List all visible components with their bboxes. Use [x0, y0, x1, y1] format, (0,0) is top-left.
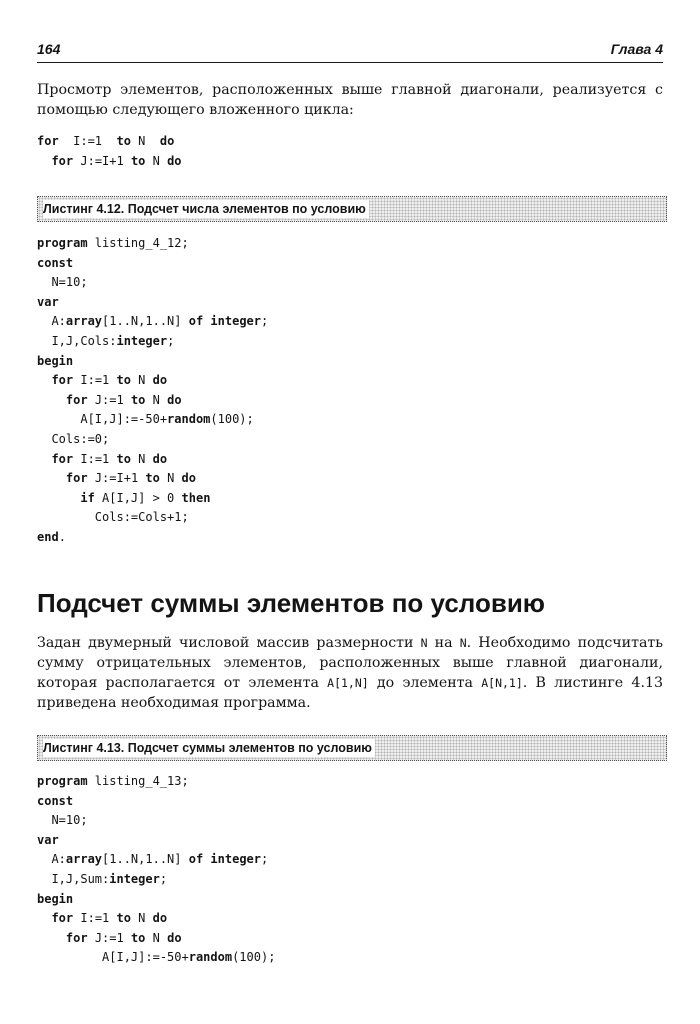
code-text: [37, 471, 66, 485]
code-keyword: to: [116, 911, 131, 926]
listing-4-13-title: Листинг 4.13. Подсчет суммы элементов по условию: [43, 739, 375, 757]
intro-paragraph: Просмотр элементов, расположенных выше главной диагонали, реализуется с помощью следующего вложенного цикла:: [37, 82, 663, 118]
code-text: [1..N,1..N]: [102, 852, 189, 867]
code-keyword: begin: [37, 353, 74, 368]
code-keyword: do: [152, 451, 168, 466]
code-text: (100);: [232, 950, 276, 965]
code-line: [37, 312, 663, 332]
code-text: [37, 154, 51, 168]
code-keyword: to: [130, 392, 146, 407]
code-line: [37, 929, 663, 949]
code-text: A[I,J]:=-50+: [37, 412, 168, 427]
code-text: [37, 491, 80, 505]
code-text: J:=1: [87, 392, 131, 407]
code-keyword: if: [80, 490, 95, 505]
code-text: [37, 931, 66, 945]
code-text: A:: [37, 314, 66, 329]
code-text: .: [58, 529, 66, 544]
code-keyword: to: [130, 153, 146, 168]
code-text: ;: [159, 871, 168, 886]
code-line: [37, 508, 663, 528]
code-keyword: for: [65, 392, 88, 407]
code-keyword: array: [65, 314, 103, 329]
code-keyword: for: [65, 471, 88, 486]
code-keyword: do: [159, 134, 175, 148]
code-line: [37, 152, 663, 172]
code-keyword: program: [37, 236, 88, 250]
code-line: [37, 890, 663, 910]
code-keyword: begin: [37, 891, 74, 906]
code-line: [37, 909, 663, 929]
code-line: [37, 391, 663, 411]
code-keyword: end: [37, 529, 59, 544]
code-text: ;: [261, 314, 269, 329]
code-text: I:=1: [73, 373, 117, 388]
code-text: Cols:=Cols+1;: [37, 510, 189, 525]
code-line: [37, 469, 663, 489]
code-text: N=10;: [37, 813, 88, 828]
code-text: I:=1: [58, 134, 117, 148]
code-keyword: to: [116, 134, 131, 148]
code-line: [37, 293, 663, 313]
code-line: [37, 450, 663, 470]
section-text-part: . В листинге 4.13 приведена необходимая программа.: [37, 675, 664, 711]
listing-4-13-title-bar: [37, 735, 667, 761]
code-line: [37, 410, 663, 430]
code-keyword: do: [167, 153, 182, 168]
code-keyword: for: [51, 911, 74, 926]
code-keyword: to: [145, 471, 160, 486]
code-keyword: random: [167, 412, 211, 427]
code-keyword: const: [37, 255, 74, 270]
code-line: [37, 430, 663, 450]
code-text: [37, 373, 51, 387]
code-text: N: [130, 451, 153, 466]
code-line: [37, 234, 663, 254]
code-keyword: do: [152, 373, 168, 388]
code-keyword: integer: [210, 852, 261, 867]
page-header: [37, 38, 663, 63]
inline-code-an1: A[N,1]: [481, 676, 523, 690]
inline-code-n: N: [420, 636, 428, 650]
code-text: N: [145, 153, 168, 168]
code-keyword: do: [181, 471, 196, 486]
intro-code-block: [37, 132, 663, 171]
code-line: [37, 254, 663, 274]
code-text: ;: [261, 852, 269, 867]
code-line: [37, 352, 663, 372]
code-text: N: [130, 134, 160, 148]
code-text: N: [130, 911, 153, 926]
section-text-part: на: [427, 635, 460, 651]
code-line: [37, 132, 663, 152]
code-keyword: integer: [109, 871, 160, 886]
code-text: [37, 911, 51, 925]
code-text: A:: [37, 852, 66, 867]
code-keyword: program: [37, 774, 88, 788]
inline-code-n: N: [459, 636, 467, 650]
code-text: N: [145, 392, 168, 407]
code-text: listing_4_13;: [87, 774, 189, 788]
code-line: [37, 489, 663, 509]
code-text: J:=I+1: [87, 471, 146, 486]
code-keyword: random: [188, 950, 233, 965]
section-text-part: . Необходимо подсчитать сумму отрицательных элементов, расположенных выше главной диагонали, которая располагается от элемента: [37, 635, 663, 691]
code-text: N: [145, 930, 168, 945]
code-keyword: for: [65, 930, 88, 945]
code-keyword: then: [181, 490, 211, 505]
code-keyword: do: [152, 911, 168, 926]
code-text: (100);: [210, 412, 254, 427]
code-text: I,J,Cols:: [37, 333, 117, 348]
code-text: [37, 393, 66, 407]
code-keyword: for: [51, 153, 74, 168]
listing-4-13-code: [37, 772, 663, 968]
listing-4-12-code: [37, 234, 663, 548]
code-text: J:=I+1: [73, 153, 131, 168]
code-text: ;: [167, 333, 175, 348]
code-keyword: var: [37, 832, 59, 847]
code-line: [37, 948, 663, 968]
code-text: N: [159, 471, 182, 486]
code-text: I:=1: [73, 911, 117, 926]
code-line: [37, 528, 663, 548]
code-line: [37, 850, 663, 870]
code-text: I,J,Sum:: [37, 871, 110, 886]
code-keyword: do: [167, 930, 182, 945]
code-text: I:=1: [73, 451, 117, 466]
code-line: [37, 371, 663, 391]
code-text: [1..N,1..N]: [102, 314, 189, 329]
page-number: 164: [37, 41, 61, 57]
code-text: A[I,J] > 0: [94, 490, 182, 505]
code-keyword: of: [188, 852, 204, 867]
section-paragraph: [37, 633, 663, 713]
code-keyword: integer: [116, 333, 168, 348]
code-line: [37, 332, 663, 352]
code-text: listing_4_12;: [87, 236, 189, 250]
code-keyword: to: [130, 930, 146, 945]
section-text-part: Задан двумерный числовой массив размерности: [37, 635, 421, 651]
code-text: [37, 452, 51, 466]
code-line: [37, 870, 663, 890]
code-text: A[I,J]:=-50+: [37, 950, 189, 965]
code-keyword: array: [65, 852, 103, 867]
code-line: [37, 831, 663, 851]
inline-code-a1n: A[1,N]: [327, 676, 369, 690]
listing-4-12-title: Листинг 4.12. Подсчет числа элементов по условию: [43, 200, 369, 218]
code-text: N=10;: [37, 275, 88, 290]
code-keyword: for: [51, 451, 74, 466]
code-line: [37, 792, 663, 812]
code-line: [37, 273, 663, 293]
chapter-label: Глава 4: [610, 41, 663, 57]
code-keyword: of: [188, 314, 204, 329]
code-keyword: var: [37, 294, 59, 309]
code-keyword: for: [51, 373, 74, 388]
listing-4-12-title-bar: [37, 196, 667, 222]
code-keyword: to: [116, 451, 131, 466]
section-title: Подсчет суммы элементов по условию: [37, 588, 546, 618]
code-text: N: [130, 373, 153, 388]
code-text: Cols:=0;: [37, 431, 110, 446]
code-keyword: for: [37, 134, 59, 148]
code-keyword: to: [116, 373, 131, 388]
code-keyword: integer: [210, 314, 261, 329]
section-text-part: до элемента: [368, 675, 482, 691]
code-keyword: const: [37, 793, 74, 808]
code-text: J:=1: [87, 930, 131, 945]
code-keyword: do: [167, 392, 182, 407]
code-line: [37, 772, 663, 792]
code-line: [37, 811, 663, 831]
